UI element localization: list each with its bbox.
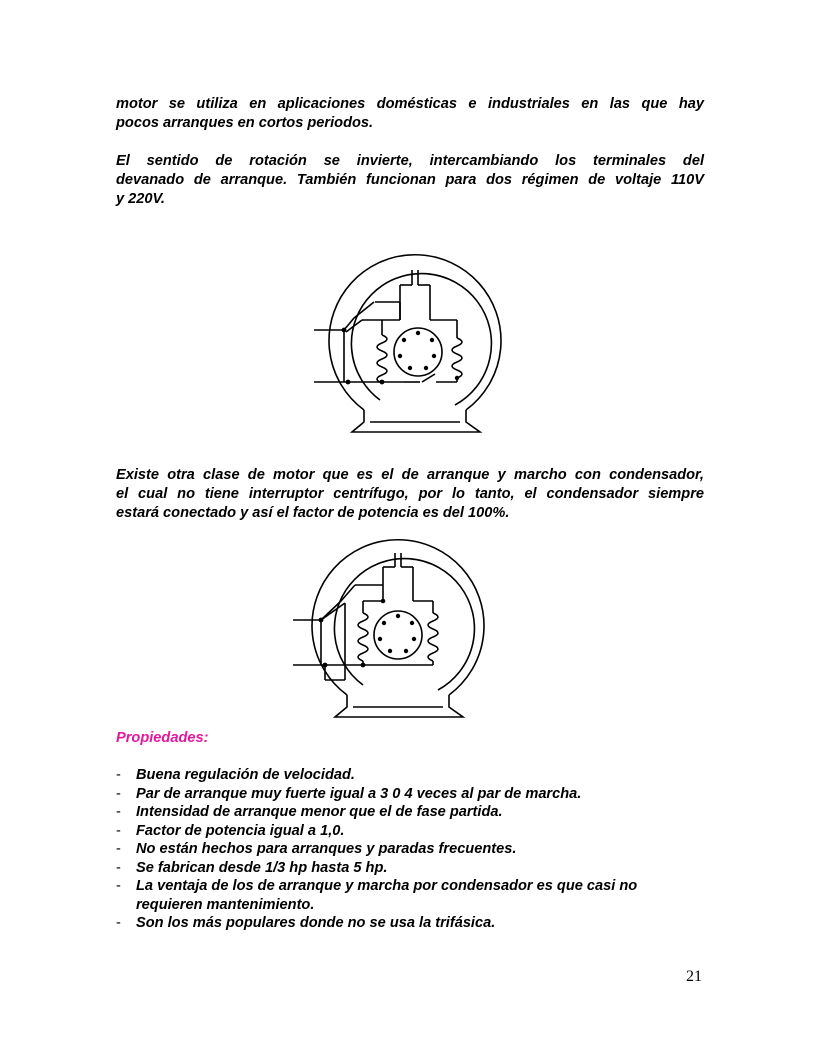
text-line: El sentido de rotación se invierte, intercambiando los terminales del <box>116 153 704 169</box>
text-line: pocos arranques en cortos periodos. <box>116 115 374 131</box>
list-item <box>116 914 716 933</box>
list-item <box>116 859 716 878</box>
list-item-text: Se fabrican desde 1/3 hp hasta 5 hp. <box>136 859 388 876</box>
text-line: el cual no tiene interruptor centrífugo, por lo tanto, el condensador siempre <box>116 486 704 502</box>
bullet-dash: - <box>116 785 121 802</box>
page-number: 21 <box>686 968 702 985</box>
list-item <box>116 822 716 841</box>
list-item-text: Buena regulación de velocidad. <box>136 767 355 783</box>
list-item-text: Par de arranque muy fuerte igual a 3 0 4 veces al par de marcha. <box>136 785 582 802</box>
bullet-dash: - <box>116 859 121 876</box>
list-item-text: Intensidad de arranque menor que el de fase partida. <box>136 804 503 820</box>
bullet-dash: - <box>116 841 121 857</box>
list-item <box>116 766 716 785</box>
text-line: estará conectado y así el factor de potencia es del 100%. <box>116 505 510 521</box>
bullet-dash: - <box>116 822 121 839</box>
bullet-dash: - <box>116 915 121 931</box>
text-line: devanado de arranque. También funcionan para dos régimen de voltaje 110V <box>116 172 704 188</box>
list-item-text-continued: requieren mantenimiento. <box>136 896 315 913</box>
text-line: Existe otra clase de motor que es el de arranque y marcho con condensador, <box>116 467 704 483</box>
list-item <box>116 840 716 859</box>
bullet-dash: - <box>116 767 121 783</box>
list-item <box>116 803 716 822</box>
list-item <box>116 877 716 914</box>
bullet-dash: - <box>116 804 121 820</box>
properties-heading: Propiedades: <box>116 730 209 746</box>
list-item <box>116 785 716 804</box>
list-item-text: Son los más populares donde no se usa la trifásica. <box>136 915 496 931</box>
text-line: motor se utiliza en aplicaciones domésticas e industriales en las que hay <box>116 96 704 112</box>
text-line: y 220V. <box>116 191 165 207</box>
properties-list <box>116 766 716 933</box>
paragraph-motor-applications <box>116 95 704 133</box>
bullet-dash: - <box>116 878 121 894</box>
motor-diagram-capacitor-start <box>300 240 545 450</box>
list-item-text: No están hechos para arranques y paradas frecuentes. <box>136 841 517 857</box>
list-item-text: La ventaja de los de arranque y marcha por condensador es que casi no <box>136 878 638 894</box>
paragraph-rotation-direction <box>116 152 704 209</box>
list-item-text: Factor de potencia igual a 1,0. <box>136 822 345 839</box>
paragraph-permanent-capacitor <box>116 466 704 523</box>
motor-diagram-permanent-capacitor <box>283 535 528 730</box>
